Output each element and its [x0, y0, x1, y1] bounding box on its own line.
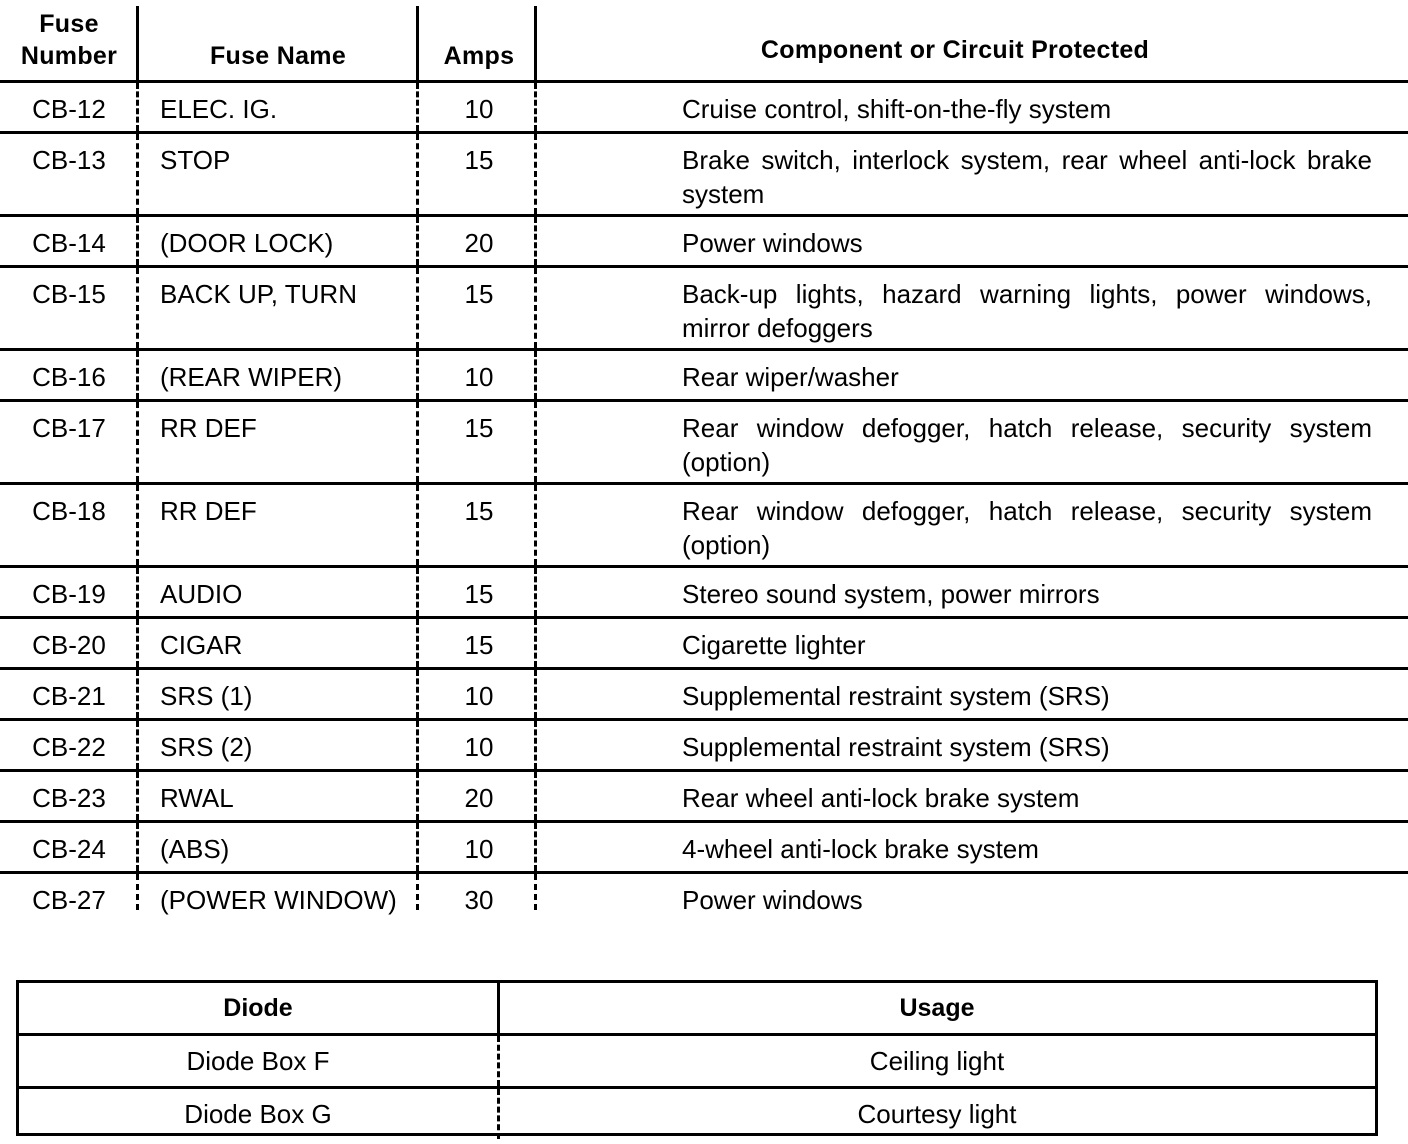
column-divider	[534, 721, 537, 769]
column-divider	[534, 351, 537, 399]
header-diode: Diode	[223, 994, 293, 1022]
fuse-number: CB-27	[32, 885, 106, 915]
column-divider	[534, 6, 537, 80]
column-divider	[416, 619, 419, 667]
fuse-number: CB-13	[32, 145, 106, 175]
fuse-table-header	[0, 0, 1408, 83]
column-divider	[534, 485, 537, 565]
table-row	[0, 721, 1408, 772]
table-row	[0, 874, 1408, 924]
column-divider	[416, 6, 419, 80]
fuse-amps: 15	[464, 496, 494, 526]
column-divider	[534, 823, 537, 871]
header-component: Component or Circuit Protected	[760, 36, 1150, 64]
fuse-name: SRS (2)	[160, 732, 253, 762]
column-divider	[534, 268, 537, 348]
fuse-name: (DOOR LOCK)	[160, 228, 334, 258]
fuse-amps: 10	[464, 732, 494, 762]
fuse-component: Rear window defogger, hatch release, security system (option)	[682, 496, 1372, 560]
column-divider	[136, 268, 139, 348]
table-row	[0, 823, 1408, 874]
header-amps: Amps	[443, 42, 515, 70]
column-divider	[534, 402, 537, 482]
column-divider	[416, 351, 419, 399]
diode-name: Diode Box F	[186, 1046, 330, 1076]
diode-table	[16, 980, 1378, 1136]
fuse-name: RWAL	[160, 783, 234, 813]
table-row	[0, 351, 1408, 402]
column-divider	[136, 772, 139, 820]
column-divider	[416, 217, 419, 265]
table-row	[0, 217, 1408, 268]
table-row	[0, 568, 1408, 619]
fuse-number: CB-19	[32, 579, 106, 609]
column-divider	[136, 351, 139, 399]
column-divider	[136, 6, 139, 80]
column-divider	[416, 772, 419, 820]
column-divider	[416, 568, 419, 616]
header-fuse-number: Fuse Number	[20, 10, 118, 70]
fuse-amps: 20	[464, 228, 494, 258]
column-divider	[534, 772, 537, 820]
column-divider	[534, 874, 537, 910]
table-row	[0, 619, 1408, 670]
column-divider	[136, 721, 139, 769]
fuse-name: (POWER WINDOW)	[160, 885, 397, 915]
fuse-number: CB-14	[32, 228, 106, 258]
column-divider	[534, 670, 537, 718]
fuse-component: Cigarette lighter	[682, 630, 866, 660]
fuse-amps: 20	[464, 783, 494, 813]
fuse-component: Supplemental restraint system (SRS)	[682, 681, 1110, 711]
table-row	[19, 1036, 1375, 1089]
fuse-component: Power windows	[682, 885, 863, 915]
table-row	[0, 83, 1408, 134]
fuse-number: CB-22	[32, 732, 106, 762]
fuse-name: SRS (1)	[160, 681, 253, 711]
column-divider	[534, 619, 537, 667]
fuse-component: 4-wheel anti-lock brake system	[682, 834, 1039, 864]
column-divider	[136, 670, 139, 718]
fuse-name: STOP	[160, 145, 231, 175]
fuse-amps: 10	[464, 362, 494, 392]
column-divider	[136, 83, 139, 131]
column-divider	[416, 485, 419, 565]
fuse-component: Rear window defogger, hatch release, security system (option)	[682, 413, 1372, 477]
fuse-number: CB-23	[32, 783, 106, 813]
table-row	[0, 402, 1408, 485]
column-divider	[416, 83, 419, 131]
fuse-number: CB-24	[32, 834, 106, 864]
fuse-number: CB-16	[32, 362, 106, 392]
fuse-number: CB-21	[32, 681, 106, 711]
fuse-name: CIGAR	[160, 630, 243, 660]
column-divider	[416, 268, 419, 348]
fuse-component: Back-up lights, hazard warning lights, power windows, mirror defoggers	[682, 279, 1372, 343]
fuse-number: CB-12	[32, 94, 106, 124]
column-divider	[136, 568, 139, 616]
header-usage: Usage	[899, 994, 975, 1022]
column-divider	[416, 721, 419, 769]
fuse-number: CB-20	[32, 630, 106, 660]
fuse-component: Stereo sound system, power mirrors	[682, 579, 1100, 609]
column-divider	[136, 874, 139, 910]
column-divider	[136, 134, 139, 214]
table-row	[0, 772, 1408, 823]
fuse-component: Cruise control, shift-on-the-fly system	[682, 94, 1112, 124]
column-divider	[136, 402, 139, 482]
fuse-component: Rear wiper/washer	[682, 362, 899, 392]
column-divider	[497, 1036, 500, 1086]
column-divider	[534, 83, 537, 131]
column-divider	[497, 983, 500, 1033]
fuse-name: RR DEF	[160, 413, 257, 443]
fuse-name: ELEC. IG.	[160, 94, 278, 124]
fuse-component: Power windows	[682, 228, 863, 258]
diode-name: Diode Box G	[184, 1099, 332, 1129]
column-divider	[534, 568, 537, 616]
table-row	[0, 134, 1408, 217]
fuse-amps: 10	[464, 94, 494, 124]
fuse-amps: 10	[464, 681, 494, 711]
column-divider	[136, 619, 139, 667]
column-divider	[534, 217, 537, 265]
column-divider	[497, 1089, 500, 1139]
fuse-amps: 15	[464, 579, 494, 609]
fuse-number: CB-18	[32, 496, 106, 526]
header-fuse-name: Fuse Name	[209, 42, 347, 70]
column-divider	[136, 217, 139, 265]
fuse-number: CB-17	[32, 413, 106, 443]
fuse-amps: 15	[464, 630, 494, 660]
column-divider	[416, 823, 419, 871]
fuse-name: (ABS)	[160, 834, 230, 864]
fuse-name: BACK UP, TURN	[160, 279, 357, 309]
fuse-name: RR DEF	[160, 496, 257, 526]
fuse-amps: 15	[464, 413, 494, 443]
column-divider	[534, 134, 537, 214]
column-divider	[416, 874, 419, 910]
table-row	[19, 1089, 1375, 1139]
fuse-number: CB-15	[32, 279, 106, 309]
table-row	[0, 268, 1408, 351]
diode-usage: Ceiling light	[869, 1046, 1005, 1076]
fuse-name: AUDIO	[160, 579, 243, 609]
table-row	[0, 485, 1408, 568]
column-divider	[416, 134, 419, 214]
diode-usage: Courtesy light	[857, 1099, 1017, 1129]
fuse-amps: 30	[464, 885, 494, 915]
fuse-amps: 15	[464, 279, 494, 309]
fuse-component: Brake switch, interlock system, rear wheel anti-lock brake system	[682, 145, 1372, 209]
fuse-name: (REAR WIPER)	[160, 362, 342, 392]
column-divider	[136, 485, 139, 565]
diode-table-header	[19, 983, 1375, 1036]
fuse-component: Supplemental restraint system (SRS)	[682, 732, 1110, 762]
column-divider	[416, 402, 419, 482]
column-divider	[136, 823, 139, 871]
fuse-component: Rear wheel anti-lock brake system	[682, 783, 1080, 813]
table-row	[0, 670, 1408, 721]
column-divider	[416, 670, 419, 718]
fuse-amps: 10	[464, 834, 494, 864]
fuse-amps: 15	[464, 145, 494, 175]
